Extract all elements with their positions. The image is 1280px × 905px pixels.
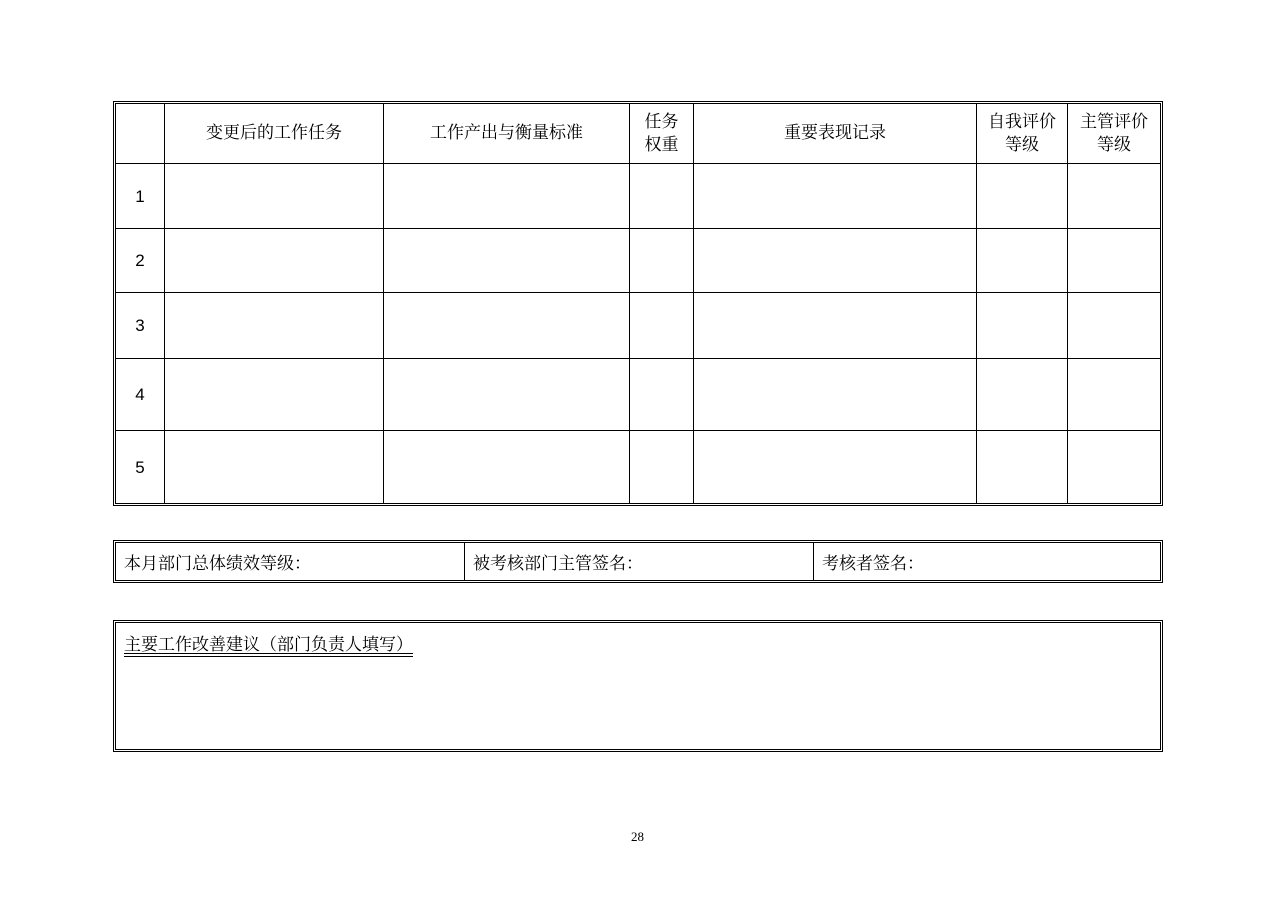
self-rating-cell[interactable] bbox=[977, 164, 1068, 229]
row-number: 2 bbox=[116, 229, 165, 293]
manager-rating-cell[interactable] bbox=[1068, 293, 1160, 359]
output-standard-cell[interactable] bbox=[384, 164, 630, 229]
self-rating-cell[interactable] bbox=[977, 293, 1068, 359]
sign-off-row bbox=[116, 543, 1160, 580]
task-weight-cell[interactable] bbox=[630, 431, 694, 503]
table-row bbox=[116, 293, 1160, 359]
performance-record-cell[interactable] bbox=[694, 164, 977, 229]
self-rating-cell[interactable] bbox=[977, 359, 1068, 431]
row-number: 1 bbox=[116, 164, 165, 229]
table-row bbox=[116, 164, 1160, 229]
changed-task-cell[interactable] bbox=[165, 164, 384, 229]
changed-task-cell[interactable] bbox=[165, 359, 384, 431]
changed-task-cell[interactable] bbox=[165, 229, 384, 293]
output-standard-cell[interactable] bbox=[384, 431, 630, 503]
manager-rating-cell[interactable] bbox=[1068, 359, 1160, 431]
header-output-standard: 工作产出与衡量标准 bbox=[384, 104, 630, 164]
row-number: 5 bbox=[116, 431, 165, 503]
task-weight-cell[interactable] bbox=[630, 359, 694, 431]
task-weight-cell[interactable] bbox=[630, 164, 694, 229]
department-overall-rating-field[interactable]: 本月部门总体绩效等级： bbox=[116, 543, 465, 580]
table-row bbox=[116, 229, 1160, 293]
changed-task-cell[interactable] bbox=[165, 431, 384, 503]
header-task-weight: 任务 权重 bbox=[630, 104, 694, 164]
table-header-row bbox=[116, 104, 1160, 164]
header-changed-task: 变更后的工作任务 bbox=[165, 104, 384, 164]
manager-rating-cell[interactable] bbox=[1068, 229, 1160, 293]
changed-task-cell[interactable] bbox=[165, 293, 384, 359]
improvement-suggestion-box[interactable] bbox=[113, 620, 1163, 752]
performance-record-cell[interactable] bbox=[694, 359, 977, 431]
row-number: 4 bbox=[116, 359, 165, 431]
performance-record-cell[interactable] bbox=[694, 229, 977, 293]
self-rating-cell[interactable] bbox=[977, 431, 1068, 503]
output-standard-cell[interactable] bbox=[384, 229, 630, 293]
improvement-suggestion-title: 主要工作改善建议（部门负责人填写） bbox=[124, 635, 413, 655]
work-task-table bbox=[113, 101, 1163, 506]
task-weight-cell[interactable] bbox=[630, 229, 694, 293]
table-row bbox=[116, 431, 1160, 503]
performance-record-cell[interactable] bbox=[694, 431, 977, 503]
task-weight-cell[interactable] bbox=[630, 293, 694, 359]
page-number: 28 bbox=[631, 829, 644, 844]
header-performance-record: 重要表现记录 bbox=[694, 104, 977, 164]
assessor-signature-field[interactable]: 考核者签名： bbox=[822, 554, 924, 574]
performance-record-cell[interactable] bbox=[694, 293, 977, 359]
self-rating-cell[interactable] bbox=[977, 229, 1068, 293]
output-standard-cell[interactable] bbox=[384, 293, 630, 359]
assessed-manager-signature-field[interactable]: 被考核部门主管签名： bbox=[465, 543, 814, 580]
table-row bbox=[116, 359, 1160, 431]
header-index bbox=[116, 104, 165, 164]
manager-rating-cell[interactable] bbox=[1068, 431, 1160, 503]
header-manager-rating: 主管评价 等级 bbox=[1068, 104, 1160, 164]
header-self-rating: 自我评价 等级 bbox=[977, 104, 1068, 164]
row-number: 3 bbox=[116, 293, 165, 359]
sign-off-table bbox=[113, 540, 1163, 583]
manager-rating-cell[interactable] bbox=[1068, 164, 1160, 229]
output-standard-cell[interactable] bbox=[384, 359, 630, 431]
